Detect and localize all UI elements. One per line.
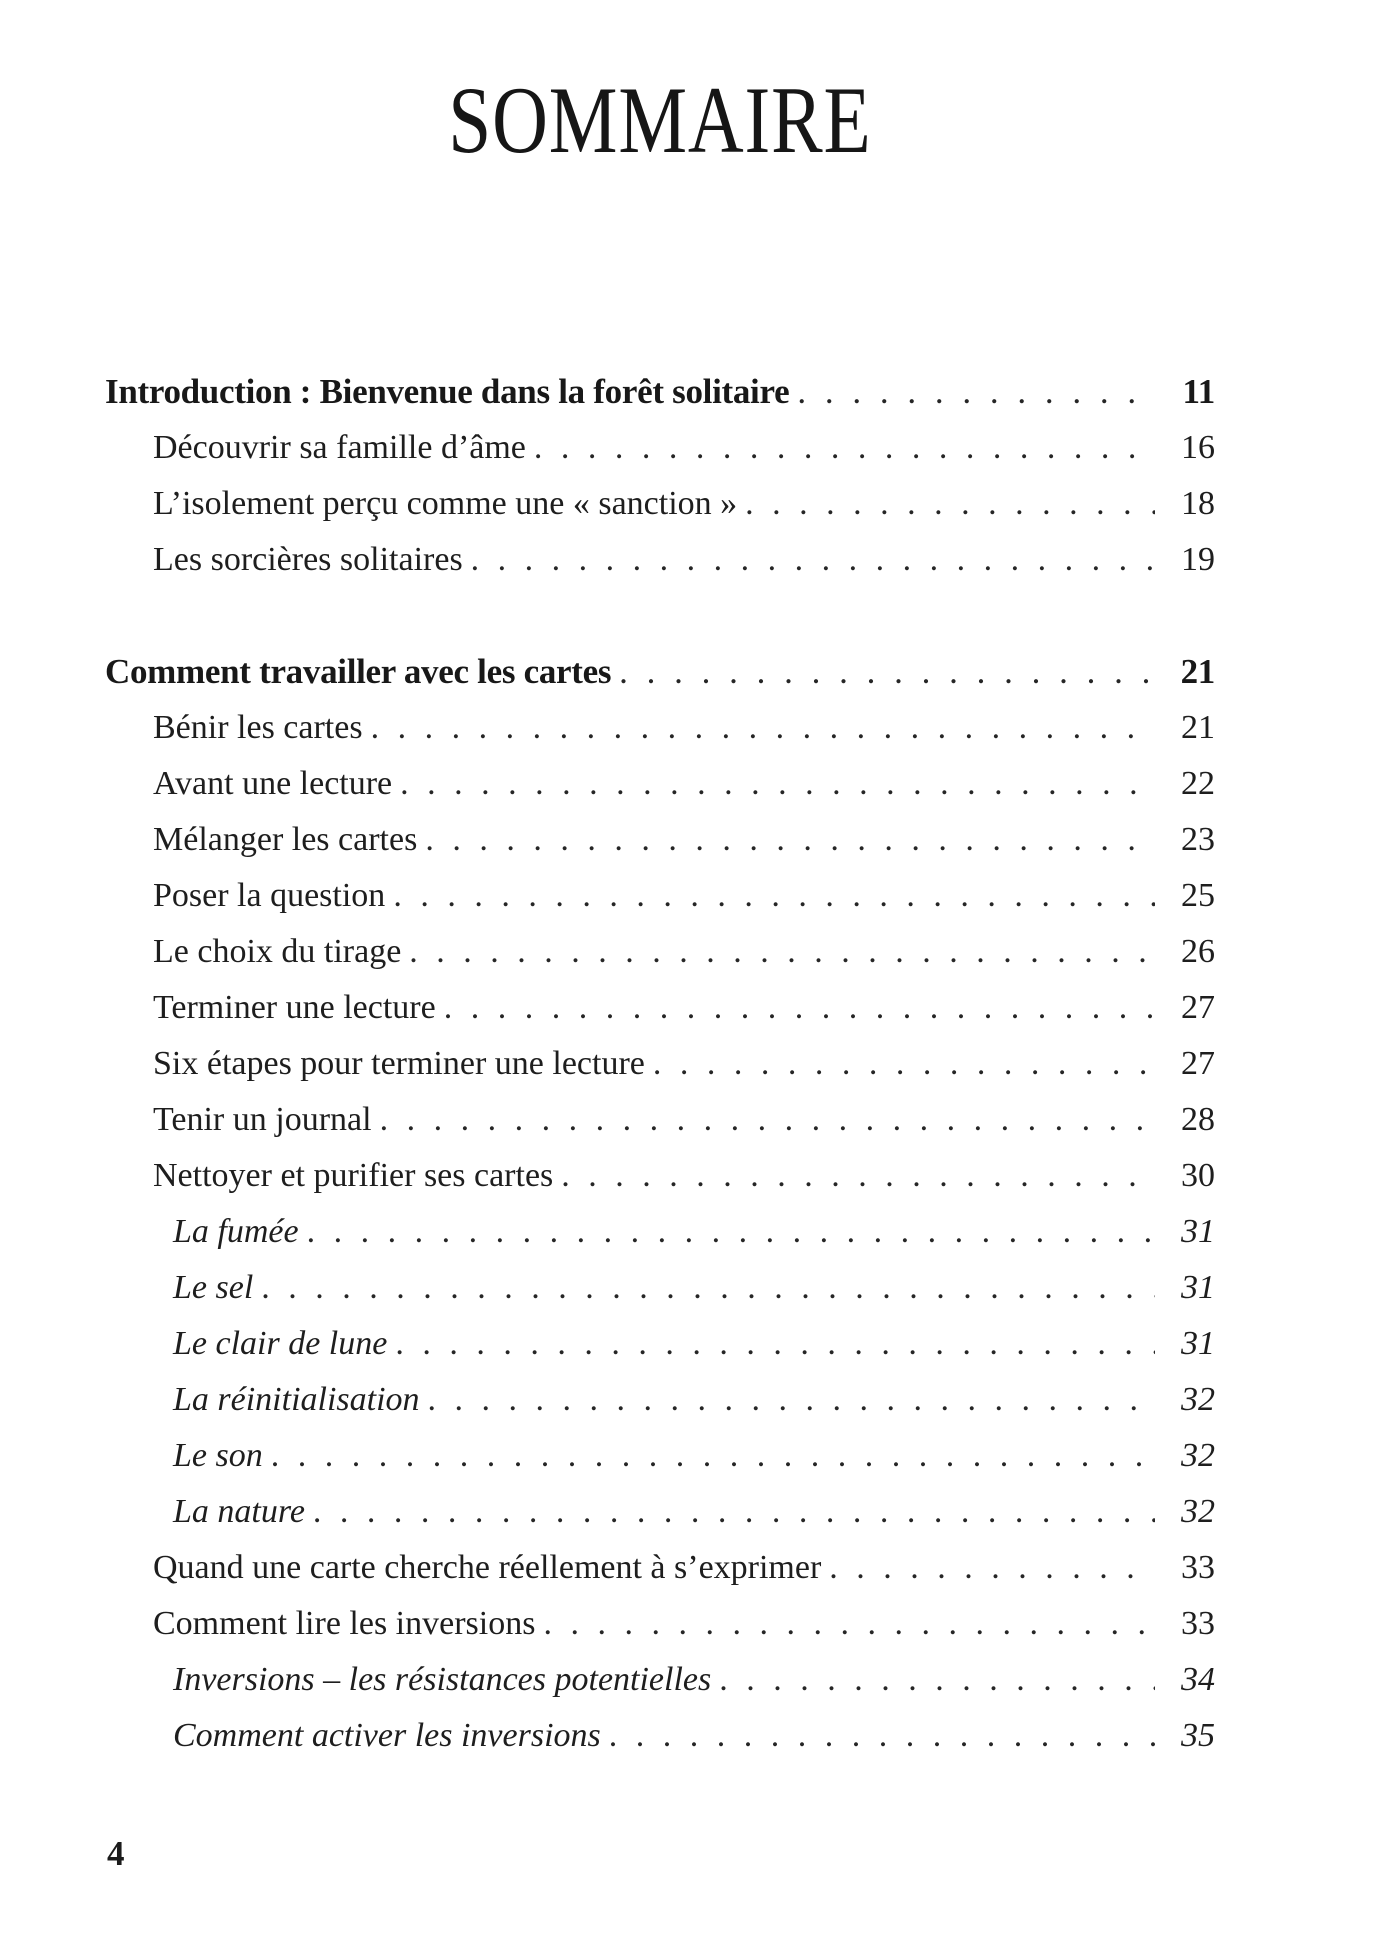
dot-leader	[711, 1652, 1155, 1708]
toc-entry	[105, 1484, 1215, 1540]
toc-entry-page: 19	[1181, 541, 1215, 578]
toc-entry-page: 18	[1181, 485, 1215, 522]
toc-entry-page: 32	[1181, 1437, 1215, 1474]
toc-entry	[105, 644, 1215, 700]
dot-leader	[601, 1708, 1155, 1764]
dot-leader	[372, 1092, 1155, 1148]
toc-entry-label: Six étapes pour terminer une lecture	[153, 1045, 645, 1082]
toc-entry	[105, 1708, 1215, 1764]
toc-entry-page: 31	[1181, 1213, 1215, 1250]
toc-entry-label: Comment travailler avec les cartes	[105, 652, 612, 691]
toc-entry	[105, 980, 1215, 1036]
toc-entry-page: 34	[1181, 1661, 1215, 1698]
toc-entry-label: Comment lire les inversions	[153, 1605, 536, 1642]
toc-entry	[105, 476, 1215, 532]
toc-entry-label: Poser la question	[153, 877, 386, 914]
toc-entry-label: Avant une lecture	[153, 765, 393, 802]
toc-entry-label: La nature	[173, 1493, 305, 1530]
dot-leader	[789, 364, 1155, 420]
toc-entry	[105, 1092, 1215, 1148]
dot-leader	[263, 1428, 1155, 1484]
toc-entry-page: 21	[1180, 652, 1215, 691]
toc-entry-page: 31	[1181, 1269, 1215, 1306]
dot-leader	[363, 700, 1155, 756]
toc-entry-label: Le clair de lune	[173, 1325, 388, 1362]
toc-entry-page: 28	[1181, 1101, 1215, 1138]
table-of-contents	[105, 364, 1215, 1764]
toc-entry	[105, 812, 1215, 868]
toc-entry	[105, 364, 1215, 420]
toc-entry	[105, 1596, 1215, 1652]
dot-leader	[553, 1148, 1155, 1204]
toc-entry-page: 27	[1181, 989, 1215, 1026]
toc-entry	[105, 924, 1215, 980]
toc-entry-page: 33	[1181, 1549, 1215, 1586]
dot-leader	[821, 1540, 1155, 1596]
toc-entry	[105, 1036, 1215, 1092]
toc-entry-page: 32	[1181, 1381, 1215, 1418]
toc-entry-label: Tenir un journal	[153, 1101, 372, 1138]
toc-entry	[105, 420, 1215, 476]
toc-entry-page: 32	[1181, 1493, 1215, 1530]
toc-entry-label: Comment activer les inversions	[173, 1717, 601, 1754]
dot-leader	[387, 1316, 1155, 1372]
toc-entry	[105, 756, 1215, 812]
dot-leader	[253, 1260, 1155, 1316]
toc-entry-label: Bénir les cartes	[153, 709, 363, 746]
toc-entry-label: L’isolement perçu comme une « sanction »	[153, 485, 738, 522]
dot-leader	[526, 420, 1155, 476]
dot-leader	[463, 532, 1155, 588]
toc-entry-label: Les sorcières solitaires	[153, 541, 463, 578]
toc-entry-page: 33	[1181, 1605, 1215, 1642]
dot-leader	[392, 756, 1155, 812]
toc-entry	[105, 1148, 1215, 1204]
page-title: SOMMAIRE	[448, 66, 872, 173]
toc-entry	[105, 1260, 1215, 1316]
dot-leader	[417, 812, 1155, 868]
dot-leader	[737, 476, 1155, 532]
dot-leader	[385, 868, 1155, 924]
dot-leader	[436, 980, 1155, 1036]
folio-page-number: 4	[107, 1834, 125, 1873]
toc-entry-label: Mélanger les cartes	[153, 821, 418, 858]
toc-entry-label: Le sel	[173, 1269, 254, 1306]
toc-entry-label: Terminer une lecture	[153, 989, 436, 1026]
toc-entry-page: 35	[1181, 1717, 1215, 1754]
toc-entry-page: 26	[1181, 933, 1215, 970]
toc-entry	[105, 1204, 1215, 1260]
dot-leader	[305, 1484, 1155, 1540]
dot-leader	[299, 1204, 1155, 1260]
dot-leader	[645, 1036, 1155, 1092]
toc-entry	[105, 1372, 1215, 1428]
toc-entry	[105, 1428, 1215, 1484]
toc-entry	[105, 1540, 1215, 1596]
toc-entry	[105, 1652, 1215, 1708]
toc-entry-page: 23	[1181, 821, 1215, 858]
toc-entry	[105, 868, 1215, 924]
toc-entry-page: 30	[1181, 1157, 1215, 1194]
toc-entry-label: Inversions – les résistances potentielles	[173, 1661, 712, 1698]
toc-entry	[105, 1316, 1215, 1372]
dot-leader	[401, 924, 1155, 980]
toc-entry-label: Découvrir sa famille d’âme	[153, 429, 526, 466]
dot-leader	[535, 1596, 1155, 1652]
toc-entry-label: Nettoyer et purifier ses cartes	[153, 1157, 554, 1194]
dot-leader	[611, 644, 1155, 700]
toc-entry-page: 31	[1181, 1325, 1215, 1362]
toc-entry-label: La fumée	[173, 1213, 299, 1250]
toc-entry	[105, 532, 1215, 588]
toc-entry-label: Le son	[173, 1437, 263, 1474]
toc-entry-label: Le choix du tirage	[153, 933, 402, 970]
toc-entry-label: La réinitialisation	[173, 1381, 420, 1418]
page-title-wrap	[105, 66, 1215, 173]
toc-entry	[105, 700, 1215, 756]
toc-entry-label: Quand une carte cherche réellement à s’exprimer	[153, 1549, 822, 1586]
dot-leader	[420, 1372, 1155, 1428]
toc-entry-page: 25	[1181, 877, 1215, 914]
toc-entry-page: 21	[1181, 709, 1215, 746]
toc-entry-label: Introduction : Bienvenue dans la forêt solitaire	[105, 372, 790, 411]
toc-entry-page: 22	[1181, 765, 1215, 802]
toc-entry-page: 16	[1181, 429, 1215, 466]
toc-entry-page: 27	[1181, 1045, 1215, 1082]
toc-entry-page: 11	[1182, 372, 1215, 411]
